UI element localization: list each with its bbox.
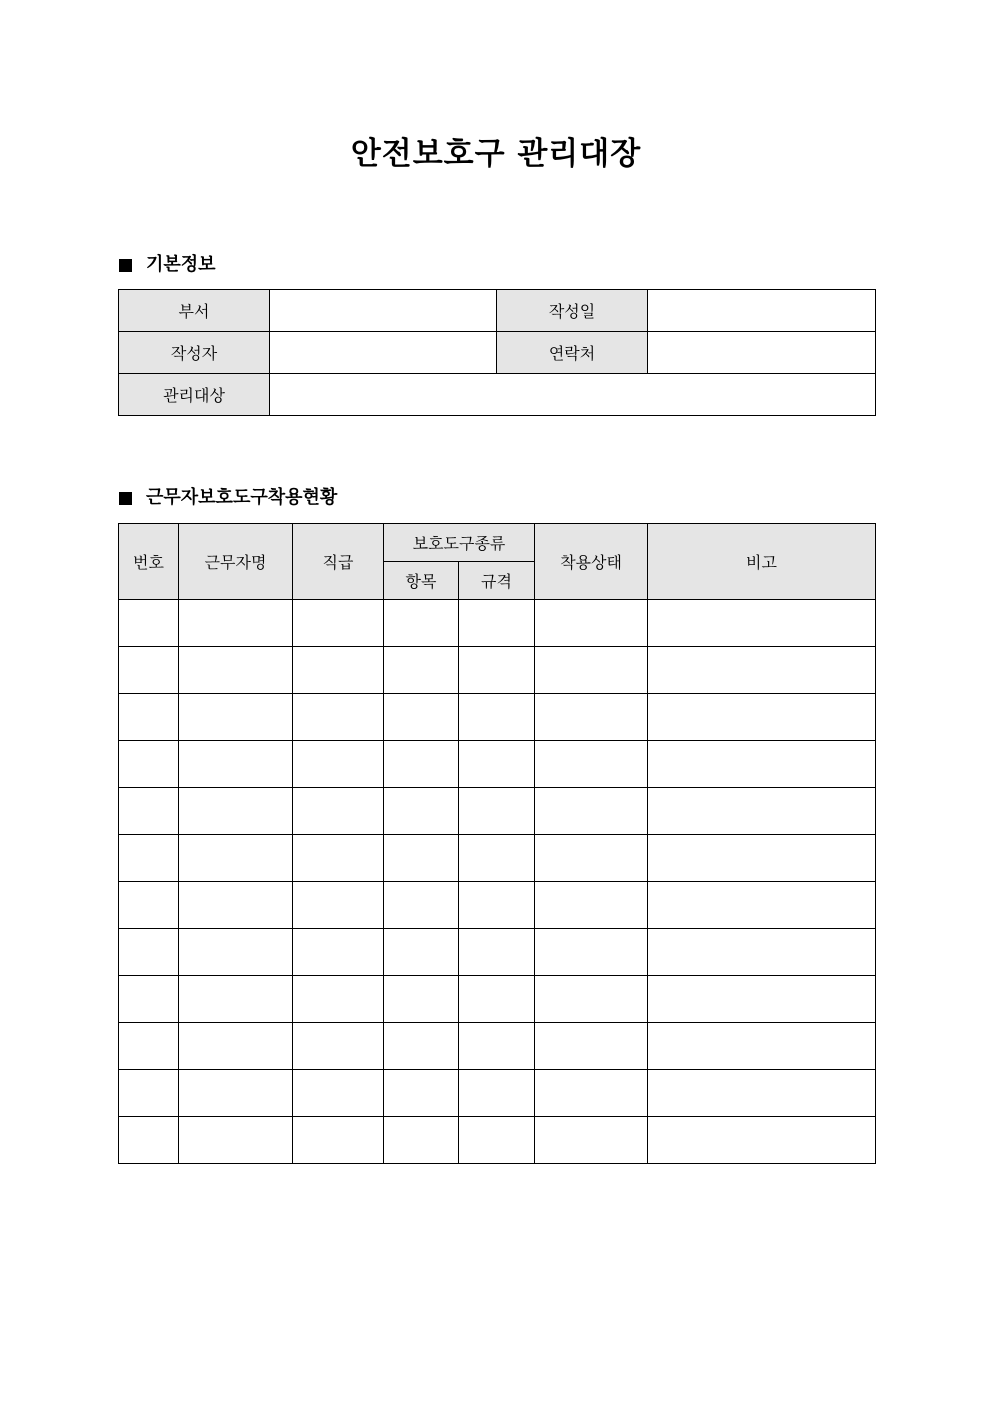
position-cell[interactable] bbox=[293, 1117, 384, 1164]
table-row bbox=[119, 741, 876, 788]
column-header-item: 항목 bbox=[384, 562, 459, 600]
number-cell[interactable] bbox=[119, 1117, 179, 1164]
spec-cell[interactable] bbox=[459, 976, 535, 1023]
number-cell[interactable] bbox=[119, 600, 179, 647]
spec-cell[interactable] bbox=[459, 1117, 535, 1164]
worker-name-cell[interactable] bbox=[179, 1070, 293, 1117]
number-cell[interactable] bbox=[119, 882, 179, 929]
equipment-status-table bbox=[118, 523, 876, 1164]
spec-cell[interactable] bbox=[459, 1070, 535, 1117]
info-row-author bbox=[119, 332, 876, 374]
worker-name-cell[interactable] bbox=[179, 600, 293, 647]
item-cell[interactable] bbox=[384, 1117, 459, 1164]
table-row bbox=[119, 788, 876, 835]
wearing-status-cell[interactable] bbox=[535, 929, 648, 976]
table-row bbox=[119, 1023, 876, 1070]
info-row-target bbox=[119, 374, 876, 416]
column-header-number: 번호 bbox=[119, 524, 179, 600]
table-row bbox=[119, 1070, 876, 1117]
position-cell[interactable] bbox=[293, 835, 384, 882]
position-cell[interactable] bbox=[293, 1023, 384, 1070]
remarks-cell[interactable] bbox=[648, 882, 876, 929]
item-cell[interactable] bbox=[384, 976, 459, 1023]
remarks-cell[interactable] bbox=[648, 694, 876, 741]
spec-cell[interactable] bbox=[459, 741, 535, 788]
basic-info-table bbox=[118, 289, 876, 416]
remarks-cell[interactable] bbox=[648, 835, 876, 882]
number-cell[interactable] bbox=[119, 929, 179, 976]
number-cell[interactable] bbox=[119, 976, 179, 1023]
remarks-cell[interactable] bbox=[648, 600, 876, 647]
department-field[interactable] bbox=[270, 290, 497, 332]
number-cell[interactable] bbox=[119, 788, 179, 835]
worker-name-cell[interactable] bbox=[179, 835, 293, 882]
column-header-equipment-type: 보호도구종류 bbox=[384, 524, 535, 562]
equipment-status-heading-text: 근무자보호도구착용현황 bbox=[146, 487, 338, 508]
date-label: 작성일 bbox=[497, 290, 648, 332]
contact-label: 연락처 bbox=[497, 332, 648, 374]
remarks-cell[interactable] bbox=[648, 1070, 876, 1117]
author-label: 작성자 bbox=[119, 332, 270, 374]
position-cell[interactable] bbox=[293, 788, 384, 835]
worker-name-cell[interactable] bbox=[179, 1117, 293, 1164]
table-row bbox=[119, 694, 876, 741]
item-cell[interactable] bbox=[384, 741, 459, 788]
item-cell[interactable] bbox=[384, 694, 459, 741]
number-cell[interactable] bbox=[119, 694, 179, 741]
wearing-status-cell[interactable] bbox=[535, 600, 648, 647]
position-cell[interactable] bbox=[293, 882, 384, 929]
equipment-status-heading bbox=[119, 486, 337, 510]
position-cell[interactable] bbox=[293, 929, 384, 976]
table-row bbox=[119, 835, 876, 882]
square-bullet-icon bbox=[119, 492, 132, 505]
target-field[interactable] bbox=[270, 374, 876, 416]
author-field[interactable] bbox=[270, 332, 497, 374]
table-row bbox=[119, 1117, 876, 1164]
table-row bbox=[119, 600, 876, 647]
spec-cell[interactable] bbox=[459, 788, 535, 835]
number-cell[interactable] bbox=[119, 647, 179, 694]
basic-info-heading-text: 기본정보 bbox=[146, 254, 216, 275]
spec-cell[interactable] bbox=[459, 694, 535, 741]
target-label: 관리대상 bbox=[119, 374, 270, 416]
remarks-cell[interactable] bbox=[648, 647, 876, 694]
item-cell[interactable] bbox=[384, 882, 459, 929]
spec-cell[interactable] bbox=[459, 835, 535, 882]
square-bullet-icon bbox=[119, 259, 132, 272]
position-cell[interactable] bbox=[293, 976, 384, 1023]
table-row bbox=[119, 882, 876, 929]
position-cell[interactable] bbox=[293, 600, 384, 647]
remarks-cell[interactable] bbox=[648, 788, 876, 835]
item-cell[interactable] bbox=[384, 600, 459, 647]
wearing-status-cell[interactable] bbox=[535, 647, 648, 694]
wearing-status-cell[interactable] bbox=[535, 835, 648, 882]
spec-cell[interactable] bbox=[459, 929, 535, 976]
wearing-status-cell[interactable] bbox=[535, 976, 648, 1023]
number-cell[interactable] bbox=[119, 835, 179, 882]
document-title: 안전보호구 관리대장 bbox=[350, 136, 642, 172]
basic-info-heading bbox=[119, 253, 216, 277]
position-cell[interactable] bbox=[293, 694, 384, 741]
column-header-wearing-status: 착용상태 bbox=[535, 524, 648, 600]
worker-name-cell[interactable] bbox=[179, 976, 293, 1023]
remarks-cell[interactable] bbox=[648, 1117, 876, 1164]
table-row bbox=[119, 647, 876, 694]
wearing-status-cell[interactable] bbox=[535, 788, 648, 835]
item-cell[interactable] bbox=[384, 1070, 459, 1117]
number-cell[interactable] bbox=[119, 1023, 179, 1070]
wearing-status-cell[interactable] bbox=[535, 1023, 648, 1070]
column-header-remarks: 비고 bbox=[648, 524, 876, 600]
remarks-cell[interactable] bbox=[648, 1023, 876, 1070]
column-header-spec: 규격 bbox=[459, 562, 535, 600]
worker-name-cell[interactable] bbox=[179, 647, 293, 694]
remarks-cell[interactable] bbox=[648, 741, 876, 788]
worker-name-cell[interactable] bbox=[179, 694, 293, 741]
position-cell[interactable] bbox=[293, 647, 384, 694]
column-header-position: 직급 bbox=[293, 524, 384, 600]
table-row bbox=[119, 929, 876, 976]
date-field[interactable] bbox=[648, 290, 876, 332]
info-row-department bbox=[119, 290, 876, 332]
position-cell[interactable] bbox=[293, 741, 384, 788]
number-cell[interactable] bbox=[119, 741, 179, 788]
worker-name-cell[interactable] bbox=[179, 929, 293, 976]
column-header-worker-name: 근무자명 bbox=[179, 524, 293, 600]
table-row bbox=[119, 976, 876, 1023]
spec-cell[interactable] bbox=[459, 1023, 535, 1070]
wearing-status-cell[interactable] bbox=[535, 694, 648, 741]
position-cell[interactable] bbox=[293, 1070, 384, 1117]
worker-name-cell[interactable] bbox=[179, 788, 293, 835]
item-cell[interactable] bbox=[384, 929, 459, 976]
number-cell[interactable] bbox=[119, 1070, 179, 1117]
worker-name-cell[interactable] bbox=[179, 882, 293, 929]
wearing-status-cell[interactable] bbox=[535, 1117, 648, 1164]
department-label: 부서 bbox=[119, 290, 270, 332]
header-row-top bbox=[119, 524, 876, 562]
remarks-cell[interactable] bbox=[648, 929, 876, 976]
item-cell[interactable] bbox=[384, 788, 459, 835]
remarks-cell[interactable] bbox=[648, 976, 876, 1023]
worker-name-cell[interactable] bbox=[179, 741, 293, 788]
equipment-status-body bbox=[119, 600, 876, 1164]
wearing-status-cell[interactable] bbox=[535, 882, 648, 929]
item-cell[interactable] bbox=[384, 835, 459, 882]
contact-field[interactable] bbox=[648, 332, 876, 374]
spec-cell[interactable] bbox=[459, 600, 535, 647]
wearing-status-cell[interactable] bbox=[535, 741, 648, 788]
spec-cell[interactable] bbox=[459, 882, 535, 929]
wearing-status-cell[interactable] bbox=[535, 1070, 648, 1117]
spec-cell[interactable] bbox=[459, 647, 535, 694]
worker-name-cell[interactable] bbox=[179, 1023, 293, 1070]
item-cell[interactable] bbox=[384, 1023, 459, 1070]
item-cell[interactable] bbox=[384, 647, 459, 694]
